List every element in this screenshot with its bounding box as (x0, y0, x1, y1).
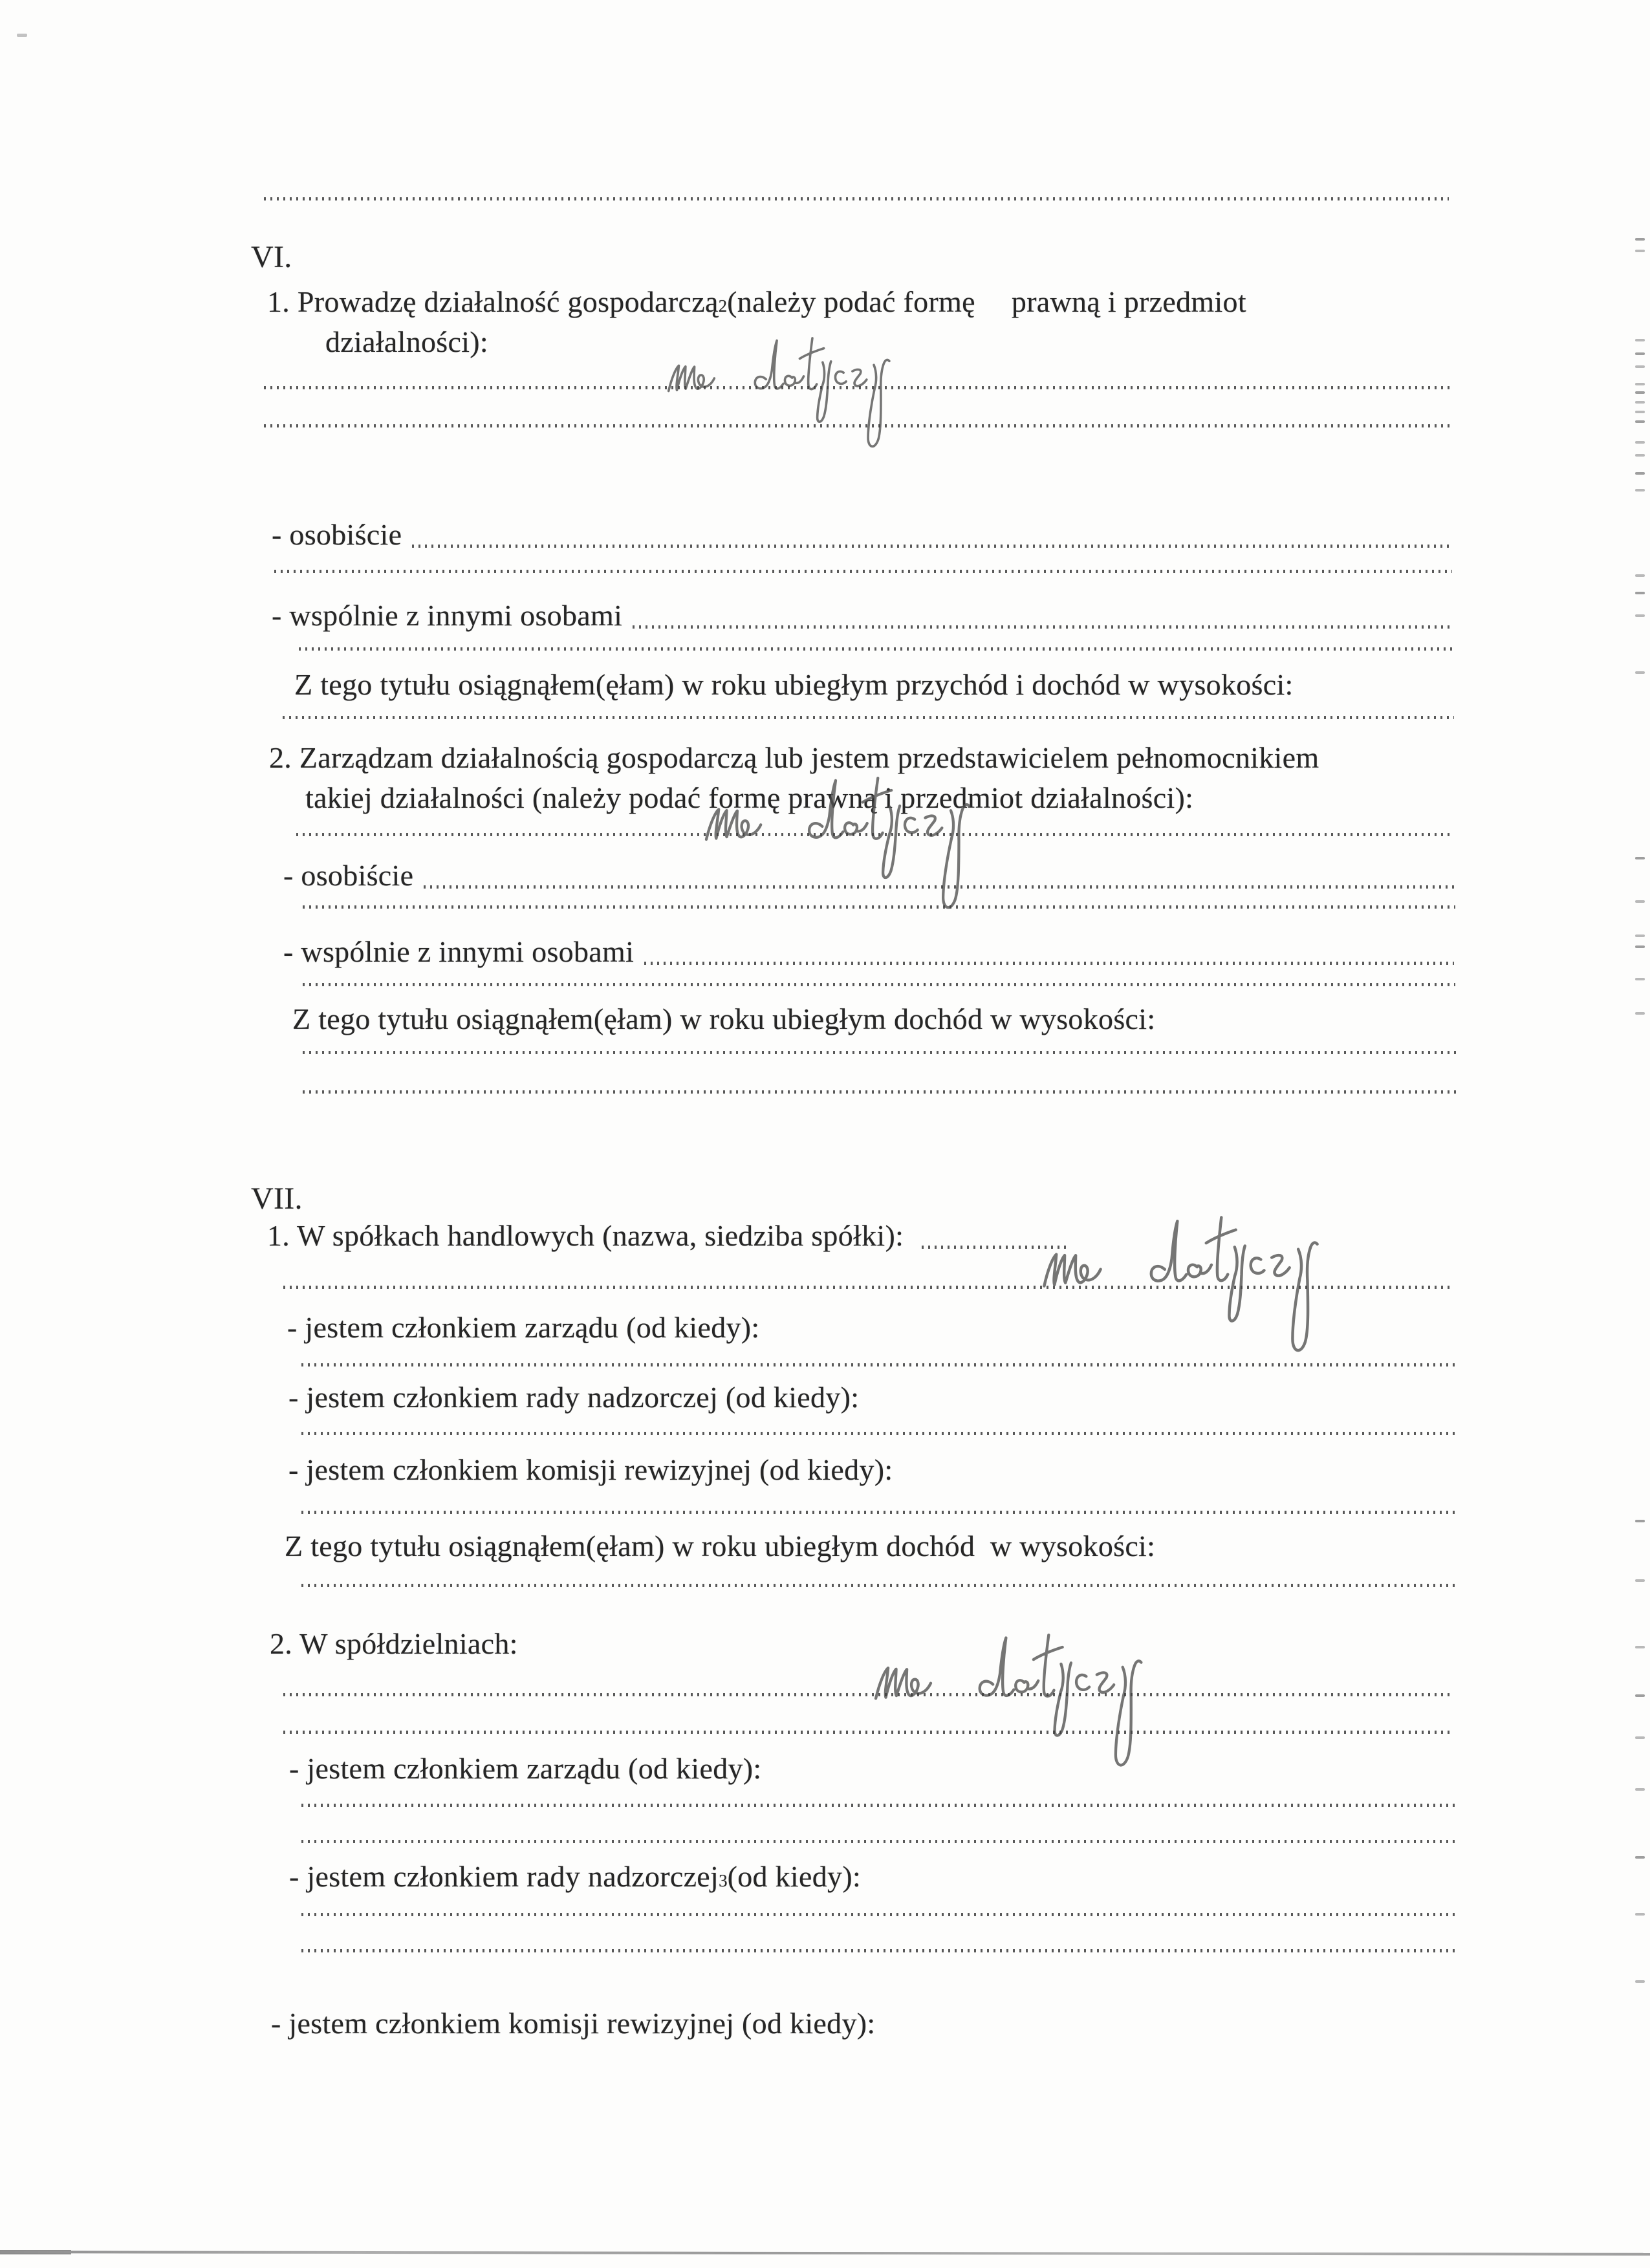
scan-artifact-mark (1635, 857, 1645, 859)
scan-artifact-mark (1635, 1646, 1645, 1648)
handwritten-nie-dotyczy (864, 1621, 1177, 1786)
dotted-line (283, 1731, 1454, 1734)
jointly-row (272, 598, 1452, 633)
supervisory-member-label-tail: (od kiedy): (727, 1860, 862, 1893)
clause-text: prawną i przedmiot (1011, 285, 1246, 318)
scan-artifact-mark (1635, 1856, 1645, 1859)
dotted-line (301, 1432, 1455, 1435)
dotted-line (301, 1363, 1455, 1366)
supervisory-member-label: - jestem członkiem rady nadzorczej (od kiedy): (288, 1381, 860, 1414)
scan-artifact-mark (1635, 574, 1645, 577)
dotted-line (303, 905, 1455, 909)
scan-artifact-mark (1635, 671, 1645, 674)
managing-activity-clause-line2: takiej działalności (należy podać formę prawną i przedmiot działalności): (305, 781, 1194, 814)
dotted-line (274, 570, 1452, 573)
dotted-fill-line (644, 962, 1454, 965)
scan-artifact-mark (1635, 592, 1645, 594)
personally-row (283, 858, 1454, 893)
scan-artifact-bottom-edge (0, 2251, 1650, 2256)
dotted-line (264, 197, 1449, 200)
scan-artifact-mark (1635, 250, 1645, 252)
scan-artifact-mark (1635, 420, 1645, 423)
dotted-line (301, 1584, 1457, 1587)
dotted-line (264, 386, 1452, 389)
handwritten-nie-dotyczy (659, 327, 919, 464)
scan-artifact-mark (1635, 489, 1645, 491)
scan-artifact-mark (1635, 614, 1645, 617)
section-vii-header: VII. (251, 1182, 303, 1216)
scan-artifact-mark (1635, 934, 1645, 937)
dotted-line (301, 1913, 1457, 1916)
dotted-line (301, 1511, 1457, 1514)
board-member-label: - jestem członkiem zarządu (od kiedy): (289, 1752, 762, 1785)
scan-artifact-mark (1635, 1012, 1645, 1015)
jointly-label: - wspólnie z innymi osobami (272, 599, 623, 632)
business-activity-clause-line2: działalności): (325, 325, 488, 358)
cooperatives-label: 2. W spółdzielniach: (270, 1627, 518, 1660)
commercial-companies-label: 1. W spółkach handlowych (nazwa, siedziba spółki): (267, 1219, 904, 1252)
jointly-row (283, 934, 1454, 969)
audit-member-label: - jestem członkiem komisji rewizyjnej (od kiedy): (271, 2007, 876, 2040)
dotted-line (283, 1693, 1454, 1696)
dotted-line (301, 1840, 1457, 1843)
scan-artifact-mark (1635, 365, 1645, 368)
income-note: Z tego tytułu osiągnąłem(ęłam) w roku ubiegłym dochód w wysokości: (292, 1002, 1156, 1035)
dotted-line (264, 424, 1452, 427)
dotted-line (299, 647, 1452, 651)
dotted-line (301, 1804, 1457, 1807)
dotted-line (303, 1090, 1457, 1094)
scan-artifact-mark (1635, 900, 1645, 903)
personally-label: - osobiście (272, 518, 402, 551)
audit-member-label: - jestem członkiem komisji rewizyjnej (od kiedy): (288, 1453, 893, 1486)
income-note: Z tego tytułu osiągnąłem(ęłam) w roku ubiegłym dochód w wysokości: (285, 1529, 1156, 1562)
board-member-label: - jestem członkiem zarządu (od kiedy): (287, 1311, 760, 1344)
section-vi-header: VI. (251, 240, 292, 274)
managing-activity-clause-line1: 2. Zarządzam działalnością gospodarczą lub jestem przedstawicielem pełnomocnikiem (269, 741, 1319, 774)
dotted-line (303, 1051, 1457, 1054)
dotted-line (283, 1286, 1454, 1289)
personally-label: - osobiście (283, 859, 414, 892)
scan-artifact-mark (1635, 1736, 1645, 1739)
clause-text: (należy podać formę (727, 285, 975, 318)
dotted-line (283, 716, 1454, 719)
supervisory-member-label: - jestem członkiem rady nadzorczej (289, 1860, 719, 1893)
dotted-fill-line (424, 885, 1454, 889)
scan-artifact-mark (1635, 441, 1645, 444)
scan-artifact-mark (1635, 1579, 1645, 1582)
scan-artifact-mark (1635, 411, 1645, 413)
scan-artifact-mark (1635, 978, 1645, 980)
commercial-companies-row (267, 1218, 1067, 1253)
clause-text: 1. Prowadzę działalność gospodarczą (267, 285, 719, 318)
scan-artifact-mark (1635, 1913, 1645, 1916)
scan-artifact-mark (1635, 1980, 1645, 1983)
scan-artifact-mark (1635, 238, 1645, 241)
scan-artifact-mark (1635, 339, 1645, 341)
scan-artifact-mark (1635, 1694, 1645, 1697)
scan-artifact-mark (1635, 945, 1645, 948)
dotted-line (303, 983, 1455, 986)
income-note: Z tego tytułu osiągnąłem(ęłam) w roku ubiegłym przychód i dochód w wysokości: (294, 668, 1294, 701)
scan-artifact-mark (1635, 454, 1645, 457)
scan-artifact-mark (1635, 383, 1645, 385)
scan-artifact-corner-dash (17, 34, 27, 37)
scan-artifact-mark (1635, 401, 1645, 404)
scan-artifact-mark (1635, 352, 1645, 355)
dotted-line (296, 833, 1454, 836)
personally-row (272, 517, 1452, 552)
dotted-line (301, 1949, 1457, 1952)
dotted-fill-line (412, 545, 1452, 548)
scan-artifact-mark (1635, 391, 1645, 394)
scan-artifact-mark (1635, 472, 1645, 475)
supervisory-member-row: - jestem członkiem rady nadzorczej 3 (od kiedy): (289, 1859, 861, 1894)
handwritten-nie-dotyczy (695, 766, 1003, 925)
scan-artifact-mark (1635, 1520, 1645, 1522)
business-activity-clause-line1: 1. Prowadzę działalność gospodarczą 2 (należy podać formę prawną i przedmiot (267, 285, 1246, 319)
dotted-fill-line (633, 625, 1452, 629)
scan-artifact-mark (1635, 1788, 1645, 1791)
jointly-label: - wspólnie z innymi osobami (283, 935, 635, 968)
